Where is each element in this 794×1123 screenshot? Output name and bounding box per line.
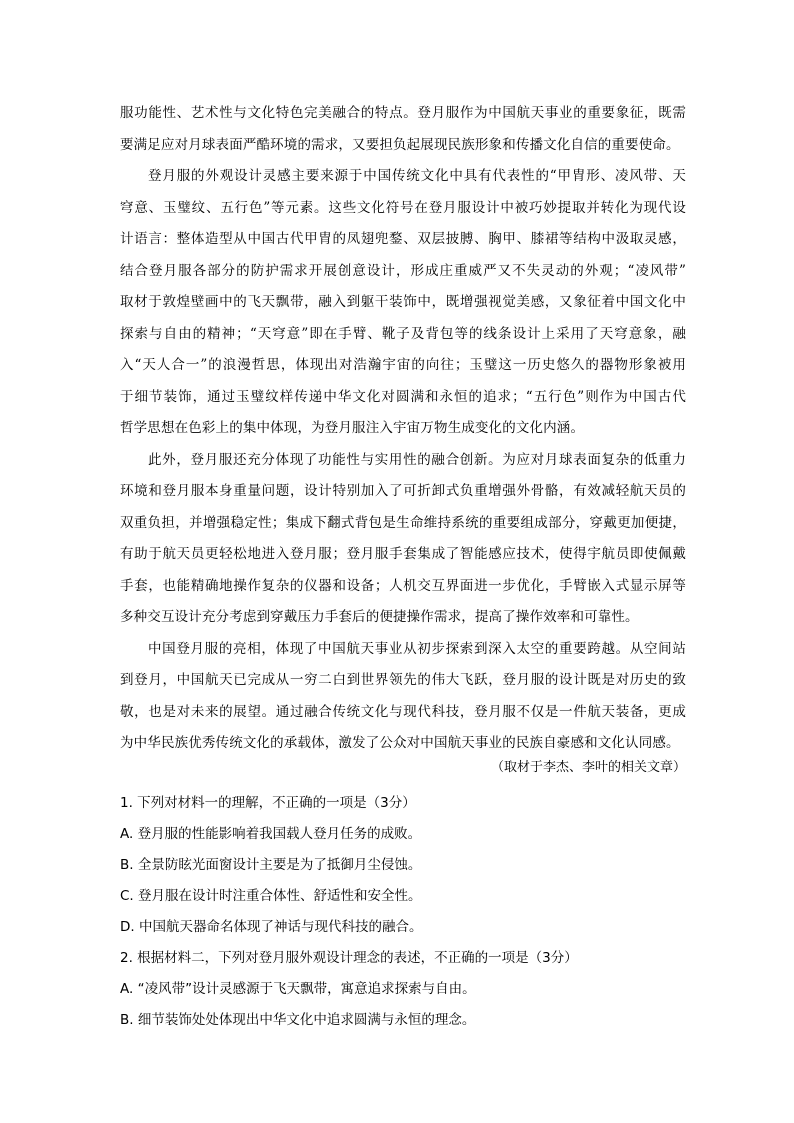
passage-line: 哲学思想在色彩上的集中体现，为登月服注入宇宙万物生成变化的文化内涵。 (120, 420, 585, 436)
passage-line: 服功能性、艺术性与文化特色完美融合的特点。登月服作为中国航天事业的重要象征，既需 (120, 105, 686, 121)
passage-line: 有助于航天员更轻松地进入登月服；登月服手套集成了智能感应技术，使得宇航员即使佩戴 (120, 546, 686, 562)
reading-passage (120, 98, 686, 760)
questions-section (120, 788, 686, 1036)
passage-line: 探索与自由的精神；“天穹意”即在手臂、靴子及背包等的线条设计上采用了天穹意象，融 (120, 325, 686, 342)
passage-line: 计语言：整体造型从中国古代甲胄的凤翅兜鍪、双层披膊、胸甲、膝裙等结构中汲取灵感， (120, 231, 686, 247)
passage-line: 取材于敦煌壁画中的飞天飘带，融入到躯干装饰中，既增强视觉美感，又象征着中国文化中 (120, 294, 686, 310)
source-attribution: （取材于李杰、李叶的相关文章） (490, 760, 686, 775)
passage-line: 结合登月服各部分的防护需求开展创意设计，形成庄重威严又不失灵动的外观；“凌风带” (120, 262, 686, 279)
passage-line: 穹意、玉璧纹、五行色”等元素。这些文化符号在登月服设计中被巧妙提取并转化为现代设 (120, 199, 686, 216)
question-1-option-d: D. 中国航天器命名体现了神话与现代科技的融合。 (120, 919, 423, 935)
passage-line: 到登月，中国航天已完成从一穷二白到世界领先的伟大飞跃，登月服的设计既是对历史的致 (120, 672, 686, 688)
question-1-option-c: C. 登月服在设计时注重合体性、舒适性和安全性。 (120, 888, 422, 904)
passage-line: 多种交互设计充分考虑到穿戴压力手套后的便捷操作需求，提高了操作效率和可靠性。 (120, 609, 639, 625)
question-2-option-b: B. 细节装饰处处体现出中华文化中追求圆满与永恒的理念。 (120, 1012, 476, 1028)
passage-line: 敬，也是对未来的展望。通过融合传统文化与现代科技，登月服不仅是一件航天装备，更成 (120, 703, 686, 720)
question-2-option-a: A. “凌风带”设计灵感源于飞天飘带，寓意追求探索与自由。 (120, 981, 476, 997)
question-1-option-b: B. 全景防眩光面窗设计主要是为了抵御月尘侵蚀。 (120, 857, 422, 873)
passage-line: 入“天人合一”的浪漫哲思，体现出对浩瀚宇宙的向往；玉璧这一历史悠久的器物形象被用 (120, 357, 686, 373)
passage-line: 登月服的外观设计灵感主要来源于中国传统文化中具有代表性的“甲胄形、凌风带、天 (148, 168, 686, 184)
question-1-stem: 1. 下列对材料一的理解，不正确的一项是（3分） (120, 795, 416, 811)
passage-line: 此外，登月服还充分体现了功能性与实用性的融合创新。为应对月球表面复杂的低重力 (148, 451, 686, 468)
passage-line: 中国登月服的亮相，体现了中国航天事业从初步探索到深入太空的重要跨越。从空间站 (148, 640, 686, 657)
passage-line: 环境和登月服本身重量问题，设计特别加入了可折卸式负重增强外骨骼，有效减轻航天员的 (120, 483, 686, 499)
passage-line: 于细节装饰，通过玉璧纹样传递中华文化对圆满和永恒的追求；“五行色”则作为中国古代 (120, 388, 686, 405)
passage-line: 手套，也能精确地操作复杂的仪器和设备；人机交互界面进一步优化，手臂嵌入式显示屏等 (120, 577, 686, 594)
passage-line: 双重负担，并增强稳定性；集成下翻式背包是生命维持系统的重要组成部分，穿戴更加便捷， (120, 514, 686, 531)
question-1-option-a: A. 登月服的性能影响着我国载人登月任务的成败。 (120, 826, 422, 842)
passage-line: 为中华民族优秀传统文化的承载体，激发了公众对中国航天事业的民族自豪感和文化认同感。 (120, 735, 680, 751)
passage-line: 要满足应对月球表面严酷环境的需求，又要担负起展现民族形象和传播文化自信的重要使命。 (120, 136, 680, 153)
question-2-stem: 2. 根据材料二，下列对登月服外观设计理念的表述，不正确的一项是（3分） (120, 950, 578, 966)
